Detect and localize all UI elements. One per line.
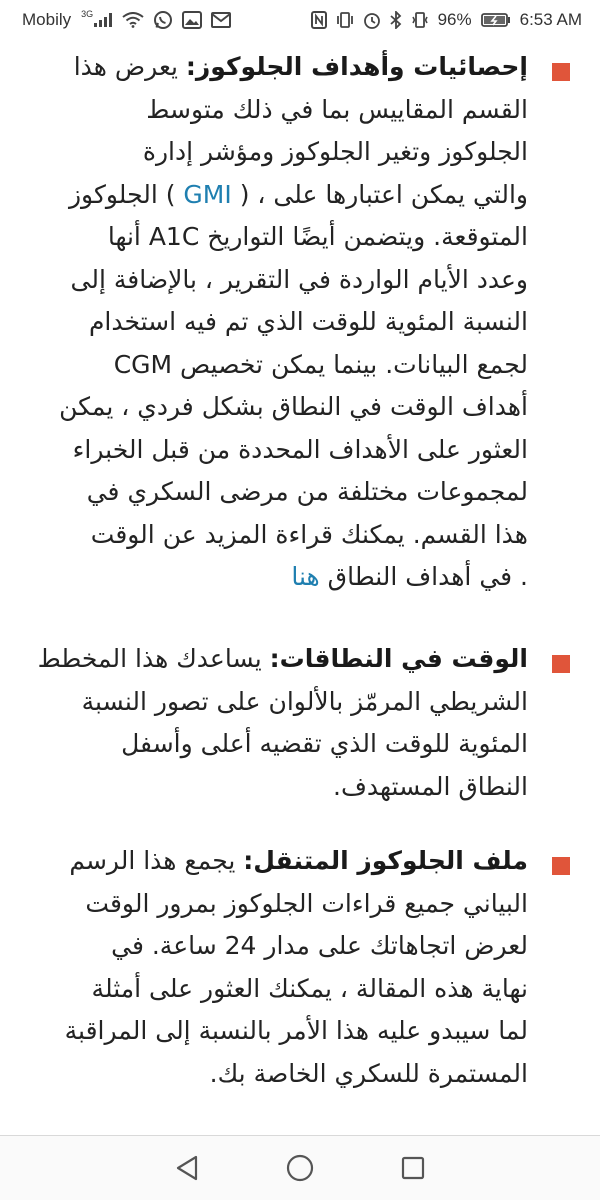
section-ambulatory-glucose-profile <box>23 840 568 1095</box>
paragraph-line: المئوية للوقت الذي تقضيه أعلى وأسفل <box>121 729 528 758</box>
wifi-icon <box>122 12 144 28</box>
paragraph-line: النسبة المئوية للوقت الذي تم فيه استخدام <box>88 307 528 336</box>
section-glucose-stats <box>23 46 568 599</box>
section-time-in-ranges <box>23 638 568 808</box>
paragraph-line: إحصائيات وأهداف الجلوكوز: يعرض هذا <box>73 52 528 81</box>
signal-icon <box>80 9 113 28</box>
paragraph-line: الشريطي المرمّز بالألوان على تصور النسبة <box>81 686 528 716</box>
paragraph-line: الجلوكوز وتغير الجلوكوز ومؤشر إدارة <box>142 137 528 166</box>
recents-button[interactable] <box>393 1148 433 1188</box>
paragraph-line: لعرض اتجاهاتك على مدار 24 ساعة. في <box>111 931 528 960</box>
bullet-marker <box>552 63 570 81</box>
vibrate-icon <box>336 11 354 29</box>
nfc-icon <box>311 11 327 29</box>
paragraph-line: النطاق المستهدف. <box>333 771 528 801</box>
paragraph-line: ملف الجلوكوز المتنقل: يجمع هذا الرسم <box>69 846 528 875</box>
gmi-link[interactable]: GMI <box>175 179 240 209</box>
paragraph-line: المتوقعة. ويتضمن أيضًا التواريخ A1C أنها <box>107 222 528 251</box>
section-paragraph <box>23 46 568 599</box>
paragraph-line: وعدد الأيام الواردة في التقرير ، بالإضافة إلى <box>70 264 528 294</box>
paragraph-line: الوقت في النطاقات: يساعدك هذا المخطط <box>37 644 528 673</box>
paragraph-line: هذا القسم. يمكنك قراءة المزيد عن الوقت <box>90 519 528 549</box>
status-bar <box>0 0 600 40</box>
paragraph-line: أهداف الوقت في النطاق بشكل فردي ، يمكن <box>59 392 528 421</box>
status-bar-right <box>311 10 582 30</box>
home-icon <box>285 1153 315 1183</box>
paragraph-line: لمجموعات مختلفة من مرضى السكري في <box>86 477 528 506</box>
back-button[interactable] <box>167 1148 207 1188</box>
section-heading: إحصائيات وأهداف الجلوكوز: <box>185 52 528 81</box>
paragraph-line: العثور على الأهداف المحددة من قبل الخبراء <box>72 434 528 464</box>
paragraph-line: لجمع البيانات. بينما يمكن تخصيص CGM <box>113 349 528 379</box>
vibrate-mode-icon <box>411 11 429 29</box>
alarm-icon <box>363 11 381 29</box>
back-icon <box>174 1154 200 1182</box>
carrier-name: Mobily <box>22 10 72 29</box>
mail-icon <box>211 12 231 28</box>
clock: 6:53 AM <box>519 10 582 29</box>
paragraph-line: المستمرة للسكري الخاصة بك. <box>209 1058 528 1088</box>
article-content <box>0 40 600 1135</box>
paragraph-line: لما سيبدو عليه هذا الأمر بالنسبة إلى المراقبة <box>64 1016 528 1045</box>
paragraph-line: نهاية هذه المقالة ، يمكنك العثور على أمثلة <box>91 973 528 1003</box>
battery-percent: 96% <box>437 10 472 29</box>
section-heading: ملف الجلوكوز المتنقل: <box>243 846 528 875</box>
section-paragraph <box>23 638 568 808</box>
battery-charging-icon <box>481 12 511 28</box>
image-icon <box>182 11 202 29</box>
network-type: 3G <box>81 9 94 19</box>
bullet-marker <box>552 857 570 875</box>
bullet-marker <box>552 655 570 673</box>
paragraph-line: القسم المقاييس بما في ذلك متوسط <box>146 94 528 124</box>
paragraph-line: البياني جميع قراءات الجلوكوز بمرور الوقت <box>85 888 528 918</box>
read-more-link[interactable]: هنا <box>291 562 320 591</box>
whatsapp-icon <box>153 10 173 30</box>
section-paragraph <box>23 840 568 1095</box>
bluetooth-icon <box>390 11 402 29</box>
section-heading: الوقت في النطاقات: <box>269 644 528 673</box>
paragraph-line: . في أهداف النطاق هنا <box>291 562 528 591</box>
recents-icon <box>400 1155 426 1181</box>
home-button[interactable] <box>280 1148 320 1188</box>
paragraph-line: والتي يمكن اعتبارها على ، ( GMI ) الجلوكوز <box>68 179 528 209</box>
status-bar-left <box>22 10 231 30</box>
navigation-bar <box>0 1135 600 1200</box>
